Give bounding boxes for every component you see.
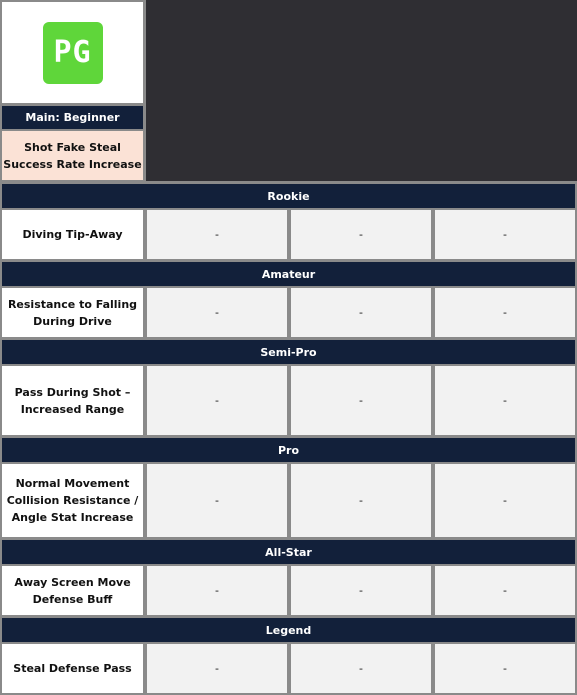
main-skill: Shot Fake Steal Success Rate Increase [2,131,143,180]
value-cell: - [435,288,575,337]
tier-header-amateur: Amateur [2,262,575,286]
value-cell: - [435,644,575,693]
tier-header-legend: Legend [2,618,575,642]
logo-cell [2,2,143,103]
main-label: Main: Beginner [2,106,143,129]
tier-header-all-star: All-Star [2,540,575,564]
value-cell: - [435,464,575,537]
skill-name: Steal Defense Pass [2,644,143,693]
value-cell: - [291,644,431,693]
tier-header-semi-pro: Semi-Pro [2,340,575,364]
skill-name: Resistance to Falling During Drive [2,288,143,337]
value-cell: - [147,644,287,693]
skill-name: Pass During Shot – Increased Range [2,366,143,435]
value-cell: - [291,366,431,435]
tier-header-pro: Pro [2,438,575,462]
value-cell: - [291,464,431,537]
value-cell: - [147,210,287,259]
skill-name: Diving Tip-Away [2,210,143,259]
value-cell: - [291,566,431,615]
value-cell: - [291,210,431,259]
value-cell: - [291,288,431,337]
value-cell: - [435,566,575,615]
value-cell: - [147,288,287,337]
skill-name: Away Screen Move Defense Buff [2,566,143,615]
value-cell: - [147,566,287,615]
value-cell: - [435,366,575,435]
empty-dark-area [146,0,577,181]
value-cell: - [435,210,575,259]
value-cell: - [147,464,287,537]
value-cell: - [147,366,287,435]
tier-header-rookie: Rookie [2,184,575,208]
skill-name: Normal Movement Collision Resistance / Angle Stat Increase [2,464,143,537]
pg-logo-icon: PG [43,22,103,84]
